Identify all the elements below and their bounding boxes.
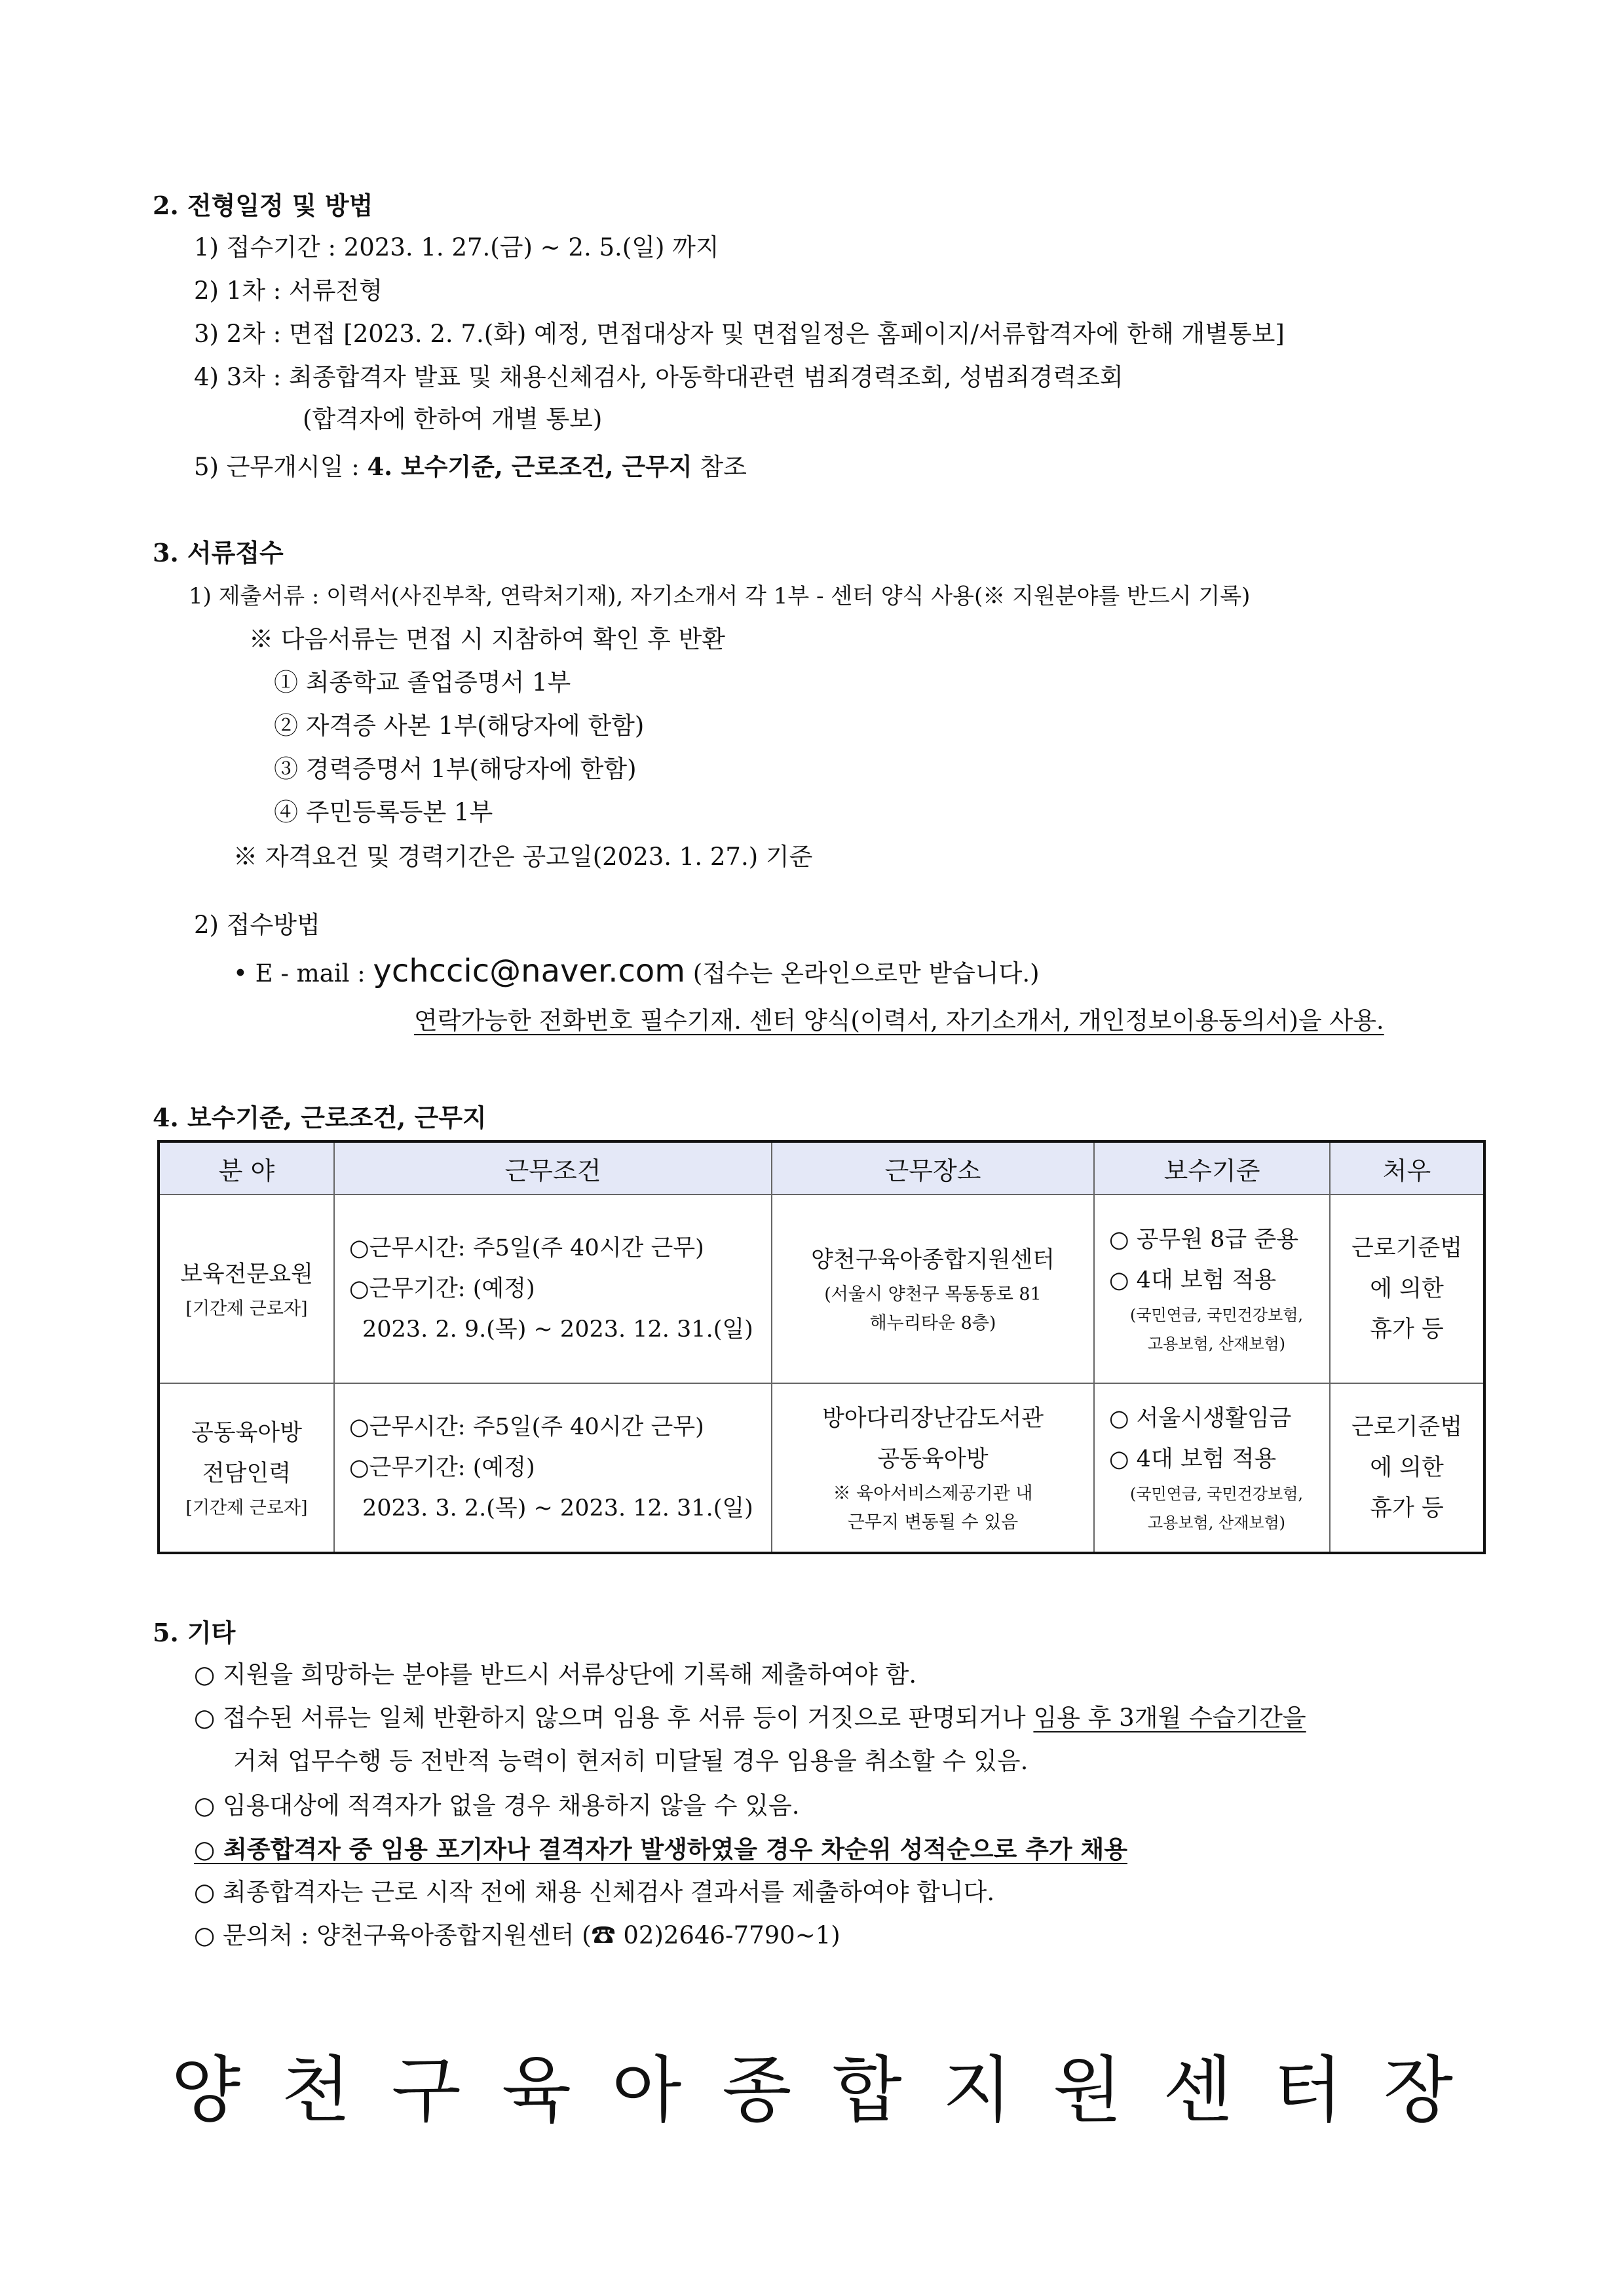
s2-item-1: 1) 접수기간 : 2023. 1. 27.(금) ~ 2. 5.(일) 까지 <box>194 233 719 261</box>
field-name-2: 전담인력 <box>202 1461 292 1487</box>
section-4-title: 4. 보수기준, 근로조건, 근무지 <box>153 1103 487 1132</box>
place-address-2: 해누리타운 8층) <box>869 1313 996 1333</box>
cell-pay <box>1094 1195 1330 1383</box>
cond-dates: 2023. 2. 9.(목) ~ 2023. 12. 31.(일) <box>362 1316 753 1343</box>
cell-conditions <box>334 1195 772 1383</box>
section-3-title: 3. 서류접수 <box>153 538 284 567</box>
email-address[interactable]: ychccic@naver.com <box>373 953 686 989</box>
pay-standard: ○ 공무원 8급 준용 <box>1109 1227 1299 1253</box>
header-place: 근무장소 <box>772 1141 1094 1195</box>
cell-field <box>159 1195 334 1383</box>
s5-item-2 <box>194 1701 1306 1735</box>
s5-item-2-text: ○ 접수된 서류는 일체 반환하지 않으며 임용 후 서류 등이 거짓으로 판명되거나 <box>194 1704 1034 1732</box>
field-name: 공동육아방 <box>191 1420 303 1446</box>
s2-item-4-note: (합격자에 한하여 개별 통보) <box>303 405 603 433</box>
pay-conditions-table <box>157 1140 1486 1554</box>
s2-item-3: 3) 2차 : 면접 [2023. 2. 7.(화) 예정, 면접대상자 및 면접일정은 홈페이지/서류합격자에 한해 개별통보] <box>194 320 1285 348</box>
header-pay: 보수기준 <box>1094 1141 1330 1195</box>
treatment-2: 에 의한 <box>1370 1276 1444 1302</box>
cond-period: ○근무기간: (예정) <box>349 1455 535 1481</box>
field-name: 보육전문요원 <box>180 1261 313 1288</box>
s3-item-1: 1) 제출서류 : 이력서(사진부착, 연락처기재), 자기소개서 각 1부 - 센터 양식 사용(※ 지원분야를 반드시 기록) <box>189 583 1251 609</box>
s3-email-line <box>233 954 1040 991</box>
s3-doc-4: ④ 주민등록등본 1부 <box>274 798 493 826</box>
pay-standard: ○ 서울시생활임금 <box>1109 1406 1292 1432</box>
cell-conditions <box>334 1383 772 1553</box>
s3-doc-3: ③ 경력증명서 1부(해당자에 한함) <box>274 755 637 783</box>
treatment-1: 근로기준법 <box>1351 1414 1463 1440</box>
cell-place <box>772 1195 1094 1383</box>
center-director-signature: 양천구육아종합지원센터장 <box>170 2048 1494 2132</box>
cond-hours: ○근무시간: 주5일(주 40시간 근무) <box>349 1414 704 1440</box>
email-label: • E - mail : <box>233 959 373 987</box>
pay-insurance: ○ 4대 보험 적용 <box>1109 1267 1277 1293</box>
place-note-2: 근무지 변동될 수 있음 <box>847 1512 1019 1533</box>
s2-item-5 <box>194 450 747 484</box>
section-5-title: 5. 기타 <box>153 1618 236 1647</box>
pay-insurance-detail: (국민연금, 국민건강보험, <box>1129 1306 1304 1324</box>
section-2-title: 2. 전형일정 및 방법 <box>153 191 373 220</box>
pay-insurance-detail: (국민연금, 국민건강보험, <box>1129 1485 1304 1503</box>
s5-item-1: ○ 지원을 희망하는 분야를 반드시 서류상단에 기록해 제출하여야 함. <box>194 1660 917 1689</box>
place-name-2: 공동육아방 <box>877 1446 989 1472</box>
s2-item-5-prefix: 5) 근무개시일 : <box>194 453 368 481</box>
cell-pay <box>1094 1383 1330 1553</box>
cell-place <box>772 1383 1094 1553</box>
s3-note-return: ※ 다음서류는 면접 시 지참하여 확인 후 반환 <box>249 625 725 653</box>
s2-item-2: 2) 1차 : 서류전형 <box>194 277 383 305</box>
cell-treatment <box>1330 1383 1484 1553</box>
cell-treatment <box>1330 1195 1484 1383</box>
place-name: 양천구육아종합지원센터 <box>811 1247 1055 1273</box>
s5-item-6-contact: ○ 문의처 : 양천구육아종합지원센터 (☎ 02)2646-7790~1) <box>194 1921 840 1949</box>
treatment-3: 휴가 등 <box>1370 1316 1444 1343</box>
treatment-3: 휴가 등 <box>1370 1495 1444 1521</box>
s3-doc-1: ① 최종학교 졸업증명서 1부 <box>274 668 571 697</box>
pay-insurance-detail-2: 고용보험, 산재보험) <box>1147 1514 1286 1532</box>
s5-item-2-cont: 거쳐 업무수행 등 전반적 능력이 현저히 미달될 경우 임용을 취소할 수 있음. <box>233 1747 1029 1775</box>
cond-hours: ○근무시간: 주5일(주 40시간 근무) <box>349 1235 704 1261</box>
header-field: 분 야 <box>159 1141 334 1195</box>
treatment-1: 근로기준법 <box>1351 1235 1463 1261</box>
field-sub: [기간제 근로자] <box>185 1498 308 1518</box>
place-name: 방아다리장난감도서관 <box>821 1406 1044 1432</box>
header-conditions: 근무조건 <box>334 1141 772 1195</box>
place-note: ※ 육아서비스제공기관 내 <box>833 1483 1033 1504</box>
cell-field <box>159 1383 334 1553</box>
s2-item-5-suffix: 참조 <box>692 453 747 481</box>
table-header-row <box>159 1141 1484 1195</box>
place-address: (서울시 양천구 목동동로 81 <box>824 1284 1042 1305</box>
s5-item-2-underlined: 임용 후 3개월 수습기간을 <box>1033 1704 1306 1732</box>
s3-doc-2: ② 자격증 사본 1부(해당자에 한함) <box>274 712 645 740</box>
s3-contact-note: 연락가능한 전화번호 필수기재. 센터 양식(이력서, 자기소개서, 개인정보이용동의서)을 사용. <box>414 1006 1384 1035</box>
cond-period: ○근무기간: (예정) <box>349 1276 535 1302</box>
field-sub: [기간제 근로자] <box>185 1299 308 1319</box>
treatment-2: 에 의한 <box>1370 1455 1444 1481</box>
pay-insurance: ○ 4대 보험 적용 <box>1109 1446 1277 1472</box>
s5-item-5: ○ 최종합격자는 근로 시작 전에 채용 신체검사 결과서를 제출하여야 합니다. <box>194 1878 995 1906</box>
s2-item-5-ref: 4. 보수기준, 근로조건, 근무지 <box>367 452 692 481</box>
s2-item-4: 4) 3차 : 최종합격자 발표 및 채용신체검사, 아동학대관련 범죄경력조회, 성범죄경력조회 <box>194 363 1124 391</box>
header-treatment: 처우 <box>1330 1141 1484 1195</box>
s5-item-4: ○ 최종합격자 중 임용 포기자나 결격자가 발생하였을 경우 차순위 성적순으로 추가 채용 <box>194 1835 1127 1864</box>
s3-item-2: 2) 접수방법 <box>194 911 320 939</box>
s3-note-criteria: ※ 자격요건 및 경력기간은 공고일(2023. 1. 27.) 기준 <box>233 843 813 871</box>
cond-dates: 2023. 3. 2.(목) ~ 2023. 12. 31.(일) <box>362 1495 753 1521</box>
pay-insurance-detail-2: 고용보험, 산재보험) <box>1147 1335 1286 1353</box>
s5-item-3: ○ 임용대상에 적격자가 없을 경우 채용하지 않을 수 있음. <box>194 1791 800 1820</box>
table-row <box>159 1195 1484 1383</box>
table-row <box>159 1383 1484 1553</box>
email-note: (접수는 온라인으로만 받습니다.) <box>685 959 1040 987</box>
